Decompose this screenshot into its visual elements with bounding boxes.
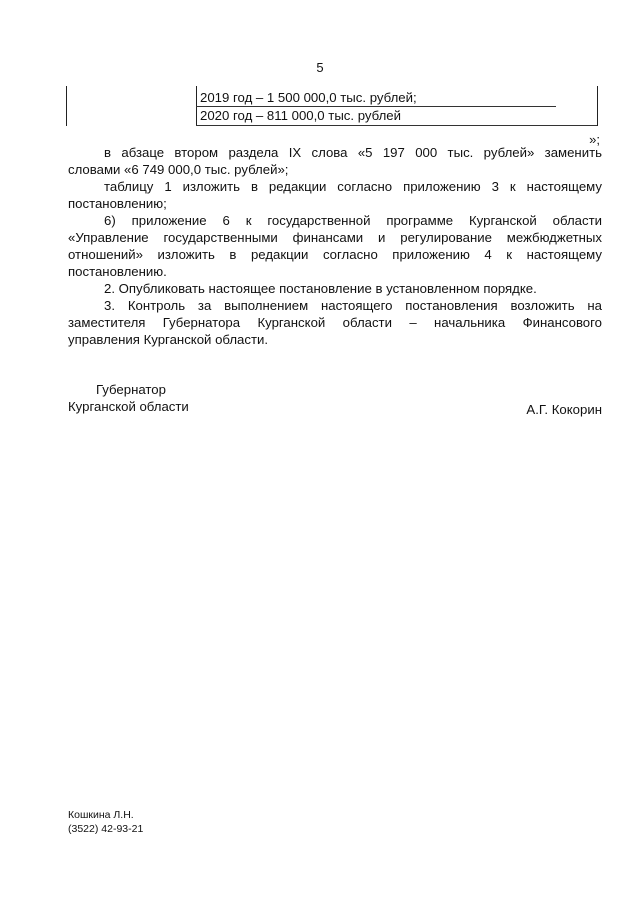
paragraph-section-ix bbox=[68, 144, 602, 178]
table-right-border bbox=[597, 86, 598, 126]
text-line: постановлению; bbox=[68, 196, 167, 211]
executor-name: Кошкина Л.Н. bbox=[68, 809, 134, 821]
table-row-divider bbox=[196, 106, 556, 107]
text-line: 2. Опубликовать настоящее постановление в установленном порядке. bbox=[104, 281, 537, 296]
signatory-name: А.Г. Кокорин bbox=[526, 402, 602, 417]
table-row-2019: 2019 год – 1 500 000,0 тыс. рублей; bbox=[200, 90, 417, 105]
signatory-title: Губернатор bbox=[96, 382, 166, 397]
table-bottom-border bbox=[196, 125, 597, 126]
text-line: в абзаце втором раздела IX слова «5 197 000 тыс. рублей» заменить bbox=[104, 145, 602, 160]
text-line: 3. Контроль за выполнением настоящего постановления возложить на bbox=[104, 298, 602, 313]
text-line: управления Курганской области. bbox=[68, 332, 269, 347]
paragraph-publish bbox=[68, 280, 602, 297]
paragraph-table-1 bbox=[68, 178, 602, 212]
text-line: отношений» изложить в редакции согласно приложению 4 к настоящему bbox=[68, 247, 602, 262]
page-number: 5 bbox=[316, 60, 324, 75]
table-fragment bbox=[66, 86, 598, 126]
text-line: словами «6 749 000,0 тыс. рублей»; bbox=[68, 162, 289, 177]
closing-quote: »; bbox=[589, 132, 600, 147]
signatory-region: Курганской области bbox=[68, 399, 189, 414]
text-line: заместителя Губернатора Курганской области – начальника Финансового bbox=[68, 315, 602, 330]
text-line: «Управление государственными финансами и регулирование межбюджетных bbox=[68, 230, 602, 245]
table-row-2020: 2020 год – 811 000,0 тыс. рублей bbox=[200, 108, 401, 123]
table-left-border bbox=[66, 86, 67, 126]
text-line: 6) приложение 6 к государственной программе Курганской области bbox=[104, 213, 602, 228]
paragraph-appendix-6 bbox=[68, 212, 602, 280]
text-line: таблицу 1 изложить в редакции согласно приложению 3 к настоящему bbox=[104, 179, 602, 194]
executor-phone: (3522) 42-93-21 bbox=[68, 823, 144, 835]
text-line: постановлению. bbox=[68, 264, 167, 279]
paragraph-control bbox=[68, 297, 602, 348]
